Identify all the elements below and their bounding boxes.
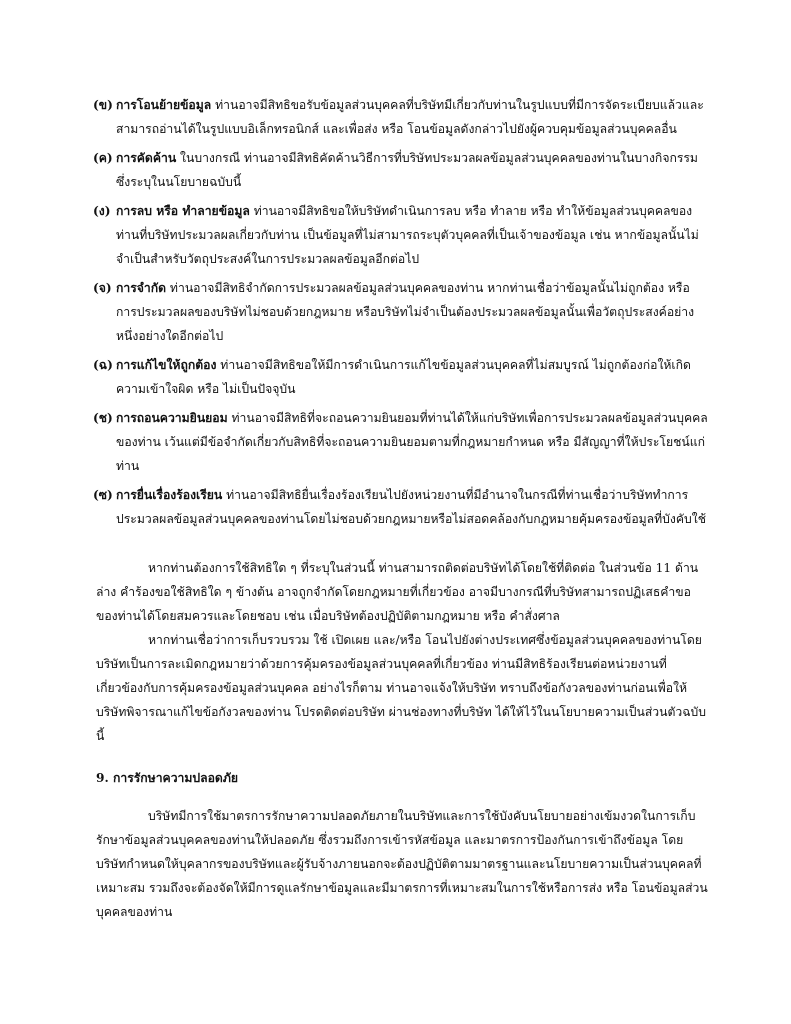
right-item-erasure <box>93 199 708 271</box>
right-label: การถอนความยินยอม <box>116 411 228 425</box>
section-heading: 9. การรักษาความปลอดภัย <box>96 771 239 785</box>
right-text: ท่านอาจมีสิทธิขอให้บริษัทดำเนินการลบ หรือ ทำลาย หรือ ทำให้ข้อมูลส่วนบุคคลของท่านที่บริษัทประมวลผลเกี่ยวกับท่าน เป็นข้อมูลที่ไม่สามารถระบุตัวบุคคลที่เป็นเจ้าของข้อมูล เช่น หากข้อมูลนั้นไม่จำเป็นสำหรับวัตถุประสงค์ในการประมวลผลข้อมูลอีกต่อไป <box>116 204 699 266</box>
right-label: การโอนย้ายข้อมูล <box>116 98 212 112</box>
item-marker: (ช) <box>93 411 113 425</box>
right-label: การยื่นเรื่องร้องเรียน <box>116 488 223 502</box>
complaint-paragraph: หากท่านเชื่อว่าการเก็บรวบรวม ใช้ เปิดเผย และ/หรือ โอนไปยังต่างประเทศซึ่งข้อมูลส่วนบุคคลของท่านโดยบริษัทเป็นการละเมิดกฎหมายว่าด้วยการคุ้มครองข้อมูลส่วนบุคคลที่เกี่ยวข้อง ท่านมีสิทธิร้องเรียนต่อหน่วยงานที่เกี่ยวข้องกับการคุ้มครองข้อมูลส่วนบุคคล อย่างไรก็ตาม ท่านอาจแจ้งให้บริษัท ทราบถึงข้อกังวลของท่านก่อนเพื่อให้บริษัทพิจารณาแก้ไขข้อกังวลของท่าน โปรดติดต่อบริษัท ผ่านช่องทางที่บริษัท ได้ให้ไว้ในนโยบายความเป็นส่วนตัวฉบับนี้ <box>96 633 706 743</box>
right-label: การลบ หรือ ทำลายข้อมูล <box>116 204 250 218</box>
right-item-complaint <box>93 483 708 531</box>
right-item-data-portability <box>93 93 708 141</box>
right-item-restriction <box>93 276 708 348</box>
right-item-objection <box>93 146 708 194</box>
right-label: การแก้ไขให้ถูกต้อง <box>116 358 217 372</box>
right-text: ท่านอาจมีสิทธิขอรับข้อมูลส่วนบุคคลที่บริษัทมีเกี่ยวกับท่านในรูปแบบที่มีการจัดระเบียบแล้วและสามารถอ่านได้ในรูปแบบอิเล็กทรอนิกส์ และเพื่อส่ง หรือ โอนข้อมูลดังกล่าวไปยังผู้ควบคุมข้อมูลส่วนบุคคลอื่น <box>116 98 704 136</box>
right-text: ท่านอาจมีสิทธิยื่นเรื่องร้องเรียนไปยังหน่วยงานที่มีอำนาจในกรณีที่ท่านเชื่อว่าบริษัททำการประมวลผลข้อมูลส่วนบุคคลของท่านโดยไม่ชอบด้วยกฎหมายหรือไม่สอดคล้องกับกฎหมายคุ้มครองข้อมูลที่บังคับใช้ <box>116 488 706 526</box>
exercise-rights-paragraph: หากท่านต้องการใช้สิทธิใด ๆ ที่ระบุในส่วนนี้ ท่านสามารถติดต่อบริษัทได้โดยใช้ที่ติดต่อ ในส่วนข้อ 11 ด้านล่าง คำร้องขอใช้สิทธิใด ๆ ข้างต้น อาจถูกจำกัดโดยกฎหมายที่เกี่ยวข้อง อาจมีบางกรณีที่บริษัทสามารถปฏิเสธคำขอของท่านได้โดยสมควรและโดยชอบ เช่น เมื่อบริษัทต้องปฏิบัติตามกฎหมาย หรือ คำสั่งศาล <box>96 561 699 623</box>
security-paragraph: บริษัทมีการใช้มาตรการรักษาความปลอดภัยภายในบริษัทและการใช้บังคับนโยบายอย่างเข้มงวดในการเก็บรักษาข้อมูลส่วนบุคคลของท่านให้ปลอดภัย ซึ่งรวมถึงการเข้ารหัสข้อมูล และมาตรการป้องกันการเข้าถึงข้อมูล โดยบริษัทกำหนดให้บุคลากรของบริษัทและผู้รับจ้างภายนอกจะต้องปฏิบัติตามมาตรฐานและนโยบายความเป็นส่วนบุคคลที่เหมาะสม รวมถึงจะต้องจัดให้มีการดูแลรักษาข้อมูลและมีมาตรการที่เหมาะสมในการใช้หรือการส่ง หรือ โอนข้อมูลส่วนบุคคลของท่าน <box>96 809 708 919</box>
document-content <box>93 93 708 924</box>
item-marker: (จ) <box>93 281 112 295</box>
right-item-withdraw-consent <box>93 406 708 478</box>
right-label: การจำกัด <box>116 281 167 295</box>
right-text: ท่านอาจมีสิทธิจำกัดการประมวลผลข้อมูลส่วนบุคคลของท่าน หากท่านเชื่อว่าข้อมูลนั้นไม่ถูกต้อง หรือ การประมวลผลของบริษัทไม่ชอบด้วยกฎหมาย หรือบริษัทไม่จำเป็นต้องประมวลผลข้อมูลนั้นเพื่อวัตถุประสงค์อย่างหนึ่งอย่างใดอีกต่อไป <box>116 281 695 343</box>
item-marker: (ข) <box>93 98 113 112</box>
item-marker: (ฉ) <box>93 358 113 372</box>
right-text: ท่านอาจมีสิทธิที่จะถอนความยินยอมที่ท่านได้ให้แก่บริษัทเพื่อการประมวลผลข้อมูลส่วนบุคคลของท่าน เว้นแต่มีข้อจำกัดเกี่ยวกับสิทธิที่จะถอนความยินยอมตามที่กฎหมายกำหนด หรือ มีสัญญาที่ให้ประโยชน์แก่ท่าน <box>116 411 708 473</box>
item-marker: (ค) <box>93 151 113 165</box>
item-marker: (ซ) <box>93 488 113 502</box>
right-item-rectification <box>93 353 708 401</box>
right-label: การคัดค้าน <box>116 151 177 165</box>
right-text: ในบางกรณี ท่านอาจมีสิทธิคัดค้านวิธีการที่บริษัทประมวลผลข้อมูลส่วนบุคคลของท่านในบางกิจกรรมซึ่งระบุในนโยบายฉบับนี้ <box>116 151 698 189</box>
item-marker: (ง) <box>93 204 111 218</box>
right-text: ท่านอาจมีสิทธิขอให้มีการดำเนินการแก้ไขข้อมูลส่วนบุคคลที่ไม่สมบูรณ์ ไม่ถูกต้องก่อให้เกิดความเข้าใจผิด หรือ ไม่เป็นปัจจุบัน <box>116 358 691 396</box>
